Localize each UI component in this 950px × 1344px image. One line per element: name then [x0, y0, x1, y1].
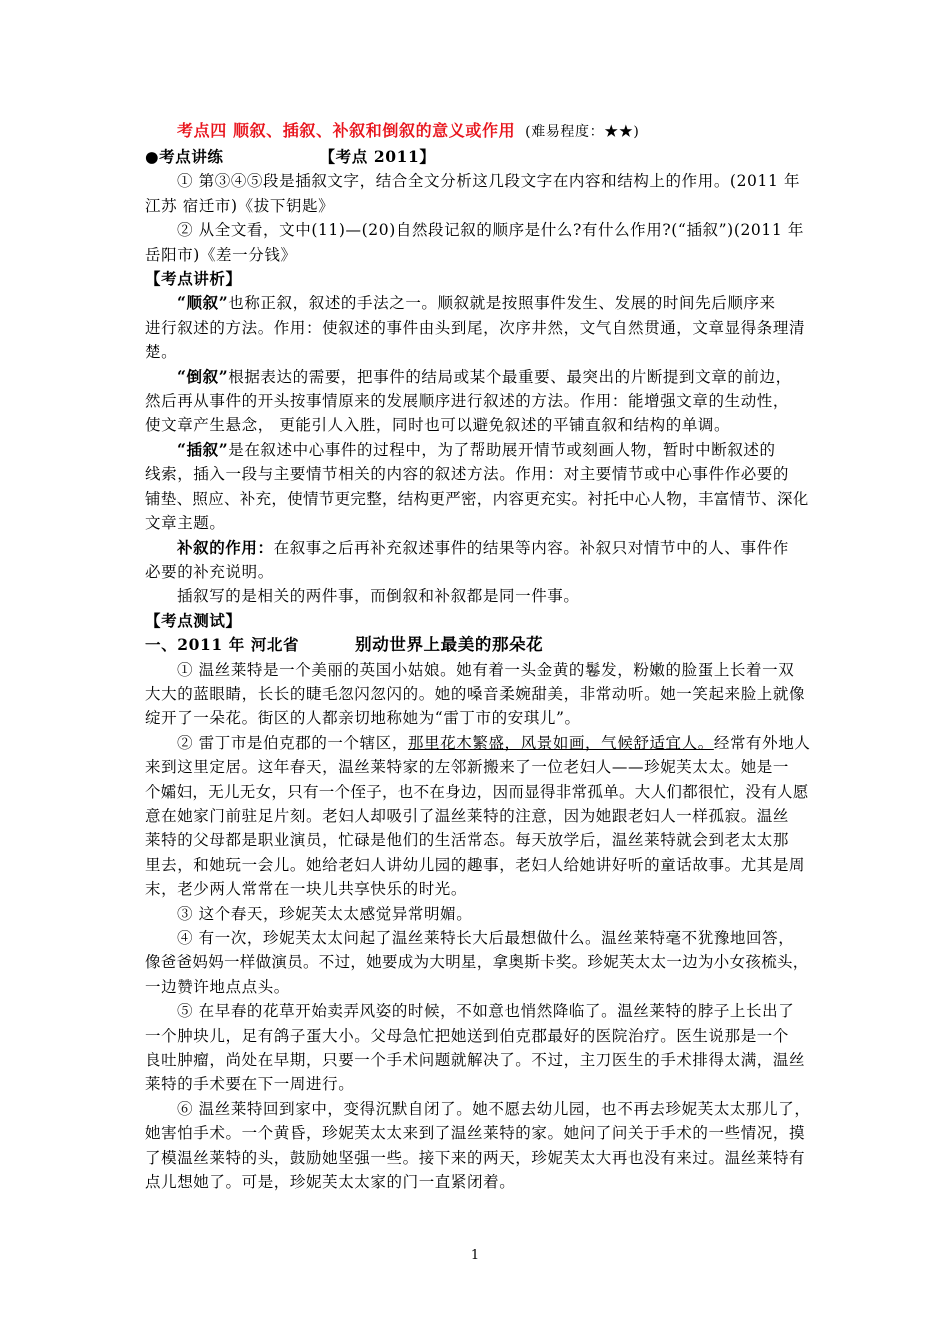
- para-4-line-3: 一边赞许地点点头。: [145, 977, 290, 996]
- test-source-line: [145, 633, 810, 657]
- chaxu-line-3: 铺垫、照应、补充，使情节更完整，结构更严密，内容更充实。衬托中心人物，丰富情节、深化: [145, 489, 809, 508]
- shunxu-line-3: 楚。: [145, 343, 178, 362]
- chaxu-line-2: 线索，插入一段与主要情节相关的内容的叙述方法。作用：对主要情节或中心事件作必要的: [145, 465, 790, 484]
- practice-tag: 【考点 2011】: [319, 147, 436, 166]
- shunxu-term: “顺叙”: [177, 293, 229, 313]
- para-6-line-4: 点儿想她了。可是，珍妮芙太太家的门一直紧闭着。: [145, 1173, 516, 1192]
- para-2-line-1: [145, 731, 810, 755]
- para-5-line-4: 莱特的手术要在下一周进行。: [145, 1075, 355, 1094]
- test-heading: 【考点测试】: [145, 610, 242, 630]
- para-2-line-7: 末，老少两人常常在一块儿共享快乐的时光。: [145, 880, 468, 899]
- analysis-heading: 【考点讲析】: [145, 269, 242, 289]
- para-2-pre: ② 雷丁市是伯克郡的一个辖区，: [177, 733, 408, 752]
- para-5-line-2: 一个肿块儿，足有鸽子蛋大小。父母急忙把她送到伯克郡最好的医院治疗。医生说那是一个: [145, 1026, 790, 1045]
- question-2-line-2: 岳阳市)《差一分钱》: [145, 245, 297, 264]
- para-5-line-1: ⑤ 在早春的花草开始卖弄风姿的时候，不如意也悄然降临了。温丝莱特的脖子上长出了: [177, 1002, 795, 1021]
- chaxu-text-1: 是在叙述中心事件的过程中，为了帮助展开情节或刻画人物，暂时中断叙述的: [228, 440, 776, 459]
- para-6-line-2: 她害怕手术。一个黄昏，珍妮芙太太来到了温丝莱特的家。她问了问关于手术的一些情况，摸: [145, 1124, 806, 1143]
- para-1-line-1: ① 温丝莱特是一个美丽的英国小姑娘。她有着一头金黄的鬈发，粉嫩的脸蛋上长着一双: [177, 660, 795, 679]
- para-3: ③ 这个春天，珍妮芙太太感觉异常明媚。: [177, 904, 473, 923]
- para-2-line-2: 来到这里定居。这年春天，温丝莱特家的左邻新搬来了一位老妇人——珍妮芙太太。她是一: [145, 758, 790, 777]
- daoxu-line-1: [145, 365, 810, 389]
- para-2-line-4: 意在她家门前驻足片刻。老妇人却吸引了温丝莱特的注意，因为她跟老妇人一样孤寂。温丝: [145, 806, 790, 825]
- chaxu-line-4: 文章主题。: [145, 514, 226, 533]
- document-body: [145, 118, 810, 1194]
- shunxu-line-2: 进行叙述的方法。作用：使叙述的事件由头到尾，次序井然，文气自然贯通，文章显得条理清: [145, 318, 806, 337]
- story-title: 别动世界上最美的那朵花: [355, 635, 544, 655]
- para-4-line-2: 像爸爸妈妈一样做演员。不过，她要成为大明星，拿奥斯卡奖。珍妮芙太太一边为小女孩梳头，: [145, 953, 809, 972]
- daoxu-term: “倒叙”: [177, 366, 229, 386]
- para-2-line-5: 莱特的父母都是职业演员，忙碌是他们的生活常态。每天放学后，温丝莱特就会到老太太那: [145, 831, 790, 850]
- chaxu-line-1: [145, 438, 810, 462]
- practice-heading-line: [145, 145, 810, 169]
- daoxu-line-3: 使文章产生悬念， 更能引人入胜，同时也可以避免叙述的平铺直叙和结构的单调。: [145, 416, 731, 435]
- buxu-term: 补叙的作用：: [177, 537, 274, 557]
- underlined-sentence: 那里花木繁盛，风景如画，气候舒适宜人。: [407, 733, 714, 752]
- shunxu-line-1: [145, 291, 810, 315]
- chaxu-term: “插叙”: [177, 439, 229, 459]
- section-title: [145, 118, 810, 145]
- question-2-line-1: ② 从全文看，文中(11)—(20)自然段记叙的顺序是什么?有什么作用?(“插叙”)(2011 年: [177, 221, 804, 240]
- practice-heading: ●考点讲练: [145, 147, 224, 166]
- para-5-line-3: 良吐肿瘤，尚处在早期，只要一个手术问题就解决了。不过，主刀医生的手术排得太满，温丝: [145, 1051, 806, 1070]
- para-1-line-2: 大大的蓝眼睛，长长的睫毛忽闪忽闪的。她的嗓音柔婉甜美，非常动听。她一笑起来脸上就像: [145, 684, 806, 703]
- para-2-line-3: 个孀妇，无儿无女，只有一个侄子，也不在身边，因而显得非常孤单。大人们都很忙，没有人愿: [145, 782, 809, 801]
- page-number: 1: [470, 1248, 480, 1263]
- para-1-line-3: 绽开了一朵花。街区的人都亲切地称她为“雷丁市的安琪儿”。: [145, 709, 581, 728]
- summary-note: 插叙写的是相关的两件事，而倒叙和补叙都是同一件事。: [177, 587, 580, 606]
- question-1-line-2: 江苏 宿迁市)《拔下钥匙》: [145, 196, 335, 215]
- difficulty-rating: (难易程度：★★): [525, 124, 640, 140]
- daoxu-line-2: 然后再从事件的开头按事情原来的发展顺序进行叙述的方法。作用：能增强文章的生动性，: [145, 392, 790, 411]
- test-source: 一、2011 年 河北省: [145, 635, 300, 655]
- shunxu-text-1: 也称正叙，叙述的手法之一。顺叙就是按照事件发生、发展的时间先后顺序来: [228, 294, 776, 313]
- buxu-line-1: [145, 536, 810, 560]
- title-text: 考点四 顺叙、插叙、补叙和倒叙的意义或作用: [177, 121, 516, 140]
- para-4-line-1: ④ 有一次，珍妮芙太太问起了温丝莱特长大后最想做什么。温丝莱特毫不犹豫地回答，: [177, 929, 795, 947]
- buxu-line-2: 必要的补充说明。: [145, 562, 274, 581]
- para-6-line-3: 了模温丝莱特的头，鼓励她坚强一些。接下来的两天，珍妮芙太大再也没有来过。温丝莱特有: [145, 1148, 806, 1167]
- question-1-line-1: ① 第③④⑤段是插叙文字，结合全文分析这几段文字在内容和结构上的作用。(2011 年: [177, 172, 801, 191]
- para-2-line-6: 里去，和她玩一会儿。她给老妇人讲幼儿园的趣事，老妇人给她讲好听的童话故事。尤其是周: [145, 855, 806, 874]
- para-6-line-1: ⑥ 温丝莱特回到家中，变得沉默自闭了。她不愿去幼儿园，也不再去珍妮芙太太那儿了，: [177, 1099, 811, 1118]
- para-2-post: 经常有外地人: [713, 733, 811, 752]
- daoxu-text-1: 根据表达的需要，把事件的结局或某个最重要、最突出的片断提到文章的前边，: [228, 367, 792, 386]
- buxu-text-1: 在叙事之后再补充叙述事件的结果等内容。补叙只对情节中的人、事件作: [273, 538, 789, 557]
